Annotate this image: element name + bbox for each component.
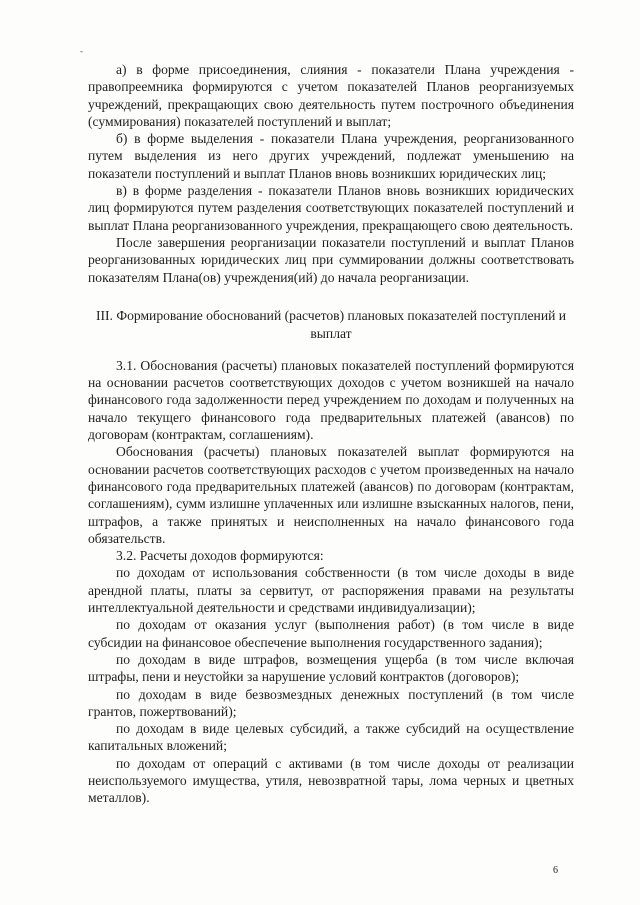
list-item-property-income: по доходам от использования собственности (в том числе доходы в виде арендной платы, платы за сервитут, от распоряжения правами на результаты интеллектуальной деятельности и средствами индивидуализации); xyxy=(88,565,574,616)
list-item-assets-income: по доходам от операций с активами (в том числе доходы от реализации неиспользуемого имущества, утиля, невозвратной тары, лома черных и цветных металлов). xyxy=(88,755,574,806)
list-item-services-income: по доходам от оказания услуг (выполнения работ) (в том числе в виде субсидии на финансовое обеспечение выполнения государственного задания); xyxy=(88,617,574,650)
scan-speck: - xyxy=(80,46,83,56)
paragraph-spin-off: б) в форме выделения - показатели Плана учреждения, реорганизованного путем выделения из него других учреждений, подлежат уменьшению на показатели поступлений и выплат Планов вновь возникших юридических лиц; xyxy=(88,131,574,181)
list-item-donations-income: по доходам в виде безвозмездных денежных поступлений (в том числе грантов, пожертвований); xyxy=(88,686,574,719)
heading-spacer xyxy=(88,343,574,357)
page-number: 6 xyxy=(553,865,558,876)
list-item-fines-income: по доходам в виде штрафов, возмещения ущерба (в том числе включая штрафы, пени и неустойки за нарушение условий контрактов (договоров); xyxy=(88,651,574,685)
section-heading: III. Формирование обоснований (расчетов) плановых показателей поступлений и выплат xyxy=(95,307,567,341)
list-item-subsidies-income: по доходам в виде целевых субсидий, а также субсидий на осуществление капитальных вложений; xyxy=(88,721,574,754)
paragraph-merge: а) в форме присоединения, слияния - показатели Плана учреждения - правопреемника формируются с учетом показателей Планов реорганизуемых учреждений, прекращающих свою деятельность путем построчного объединения (суммирования) показателей поступлений и выплат; xyxy=(88,62,574,129)
paragraph-payments-justification: Обоснования (расчеты) плановых показателей выплат формируются на основании расчетов соответствующих расходов с учетом произведенных на начало финансового года предварительных платежей (авансов) по договорам (контрактам, соглашениям), сумм излишне уплаченных или излишне взысканных налогов, пени, штрафов, а также принятых и неисполненных на начало финансового года обязательств. xyxy=(88,444,574,546)
paragraph-3-1: 3.1. Обоснования (расчеты) плановых показателей поступлений формируются на основании расчетов соответствующих доходов с учетом возникшей на начало финансового года задолженности перед учреждением по доходам и полученных на начало текущего финансового года предварительных платежей (авансов) по договорам (контрактам, соглашениям). xyxy=(88,357,574,443)
section-spacer xyxy=(88,286,574,307)
paragraph-3-2: 3.2. Расчеты доходов формируются: xyxy=(116,548,324,564)
paragraph-division: в) в форме разделения - показатели Планов вновь возникших юридических лиц формируются путем разделения соответствующих показателей поступлений и выплат Плана реорганизованного учреждения, прекращающего свою деятельность. xyxy=(88,183,574,233)
document-body xyxy=(88,61,574,807)
paragraph-after-reorganization: После завершения реорганизации показатели поступлений и выплат Планов реорганизованных юридических лиц при суммировании должны соответствовать показателям Плана(ов) учреждения(ий) до начала реорганизации. xyxy=(88,234,574,285)
